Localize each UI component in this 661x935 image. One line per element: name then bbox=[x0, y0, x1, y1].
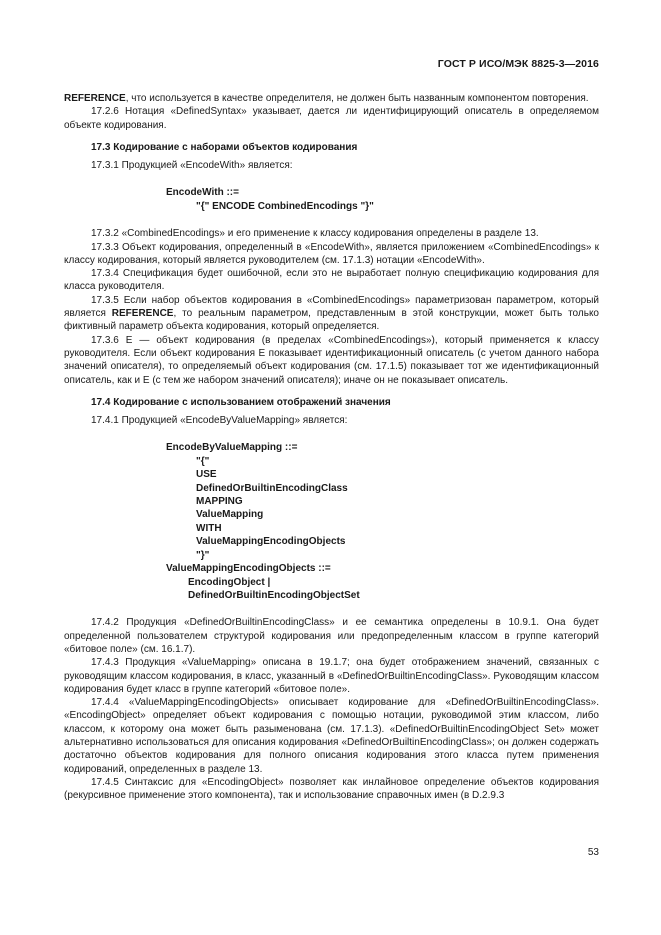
section-heading-17-3: 17.3 Кодирование с наборами объектов кодирования bbox=[91, 141, 358, 153]
code-line: ValueMappingEncodingObjects ::= bbox=[166, 563, 331, 575]
paragraph-17-3-6: 17.3.6 E — объект кодирования (в пределах «CombinedEncodings»), который применяется к классу руководителя. Если объект кодирования E показывает идентификационный описатель (с учетом данного набора значений описателя), то определяемый объект кодирования (см. 17.1.5) показывает тот же идентификационный описатель, как и E (с тем же набором значений описателя); иначе он не показывает описатель. bbox=[64, 334, 599, 386]
paragraph-17-3-3: 17.3.3 Объект кодирования, определенный в «EncodeWith», является приложением «CombinedEncodings» к классу кодирования, который является руководителем (см. 17.1.3) нотации «EncodeWith». bbox=[64, 241, 599, 266]
paragraph-17-3-5 bbox=[64, 294, 599, 334]
section-heading-17-4: 17.4 Кодирование с использованием отображений значения bbox=[91, 396, 391, 408]
code-line: ValueMappingEncodingObjects bbox=[196, 536, 346, 548]
code-line: "{" bbox=[196, 455, 210, 467]
code-line: DefinedOrBuiltinEncodingClass bbox=[196, 482, 348, 494]
code-line: "}" bbox=[196, 549, 210, 561]
paragraph-17-3-2: 17.3.2 «CombinedEncodings» и его применение к классу кодирования определены в разделе 13. bbox=[91, 228, 539, 240]
code-line: EncodeByValueMapping ::= bbox=[166, 442, 298, 454]
code-line: MAPPING bbox=[196, 496, 243, 508]
keyword-reference: REFERENCE bbox=[111, 308, 174, 320]
code-line: "{" ENCODE CombinedEncodings "}" bbox=[196, 200, 374, 212]
code-line: ValueMapping bbox=[196, 509, 264, 521]
page-number: 53 bbox=[587, 847, 599, 858]
paragraph-continuation bbox=[64, 92, 599, 105]
paragraph-17-4-5: 17.4.5 Синтаксис для «EncodingObject» позволяет как инлайновое определение объектов кодирования (рекурсивное применение этого компонента), так и использование справочных имен (в D.2.9.3 bbox=[64, 776, 599, 802]
paragraph-17-2-6: 17.2.6 Нотация «DefinedSyntax» указывает, дается ли идентифицирующий описатель в определяемом объекте кодирования. bbox=[64, 106, 599, 131]
paragraph-text: , что используется в качестве определителя, не должен быть названным компонентом повторения. bbox=[125, 93, 589, 104]
paragraph-17-3-4: 17.3.4 Спецификация будет ошибочной, если это не выработает полную спецификацию кодирования для класса руководителя. bbox=[64, 268, 599, 293]
paragraph-text: , то реальным параметром, представленным в этой конструкции, может быть только фиктивный параметр объекта кодирования, который определяется. bbox=[64, 308, 599, 333]
code-line: WITH bbox=[196, 522, 222, 534]
code-line: DefinedOrBuiltinEncodingObjectSet bbox=[188, 589, 360, 601]
paragraph-17-4-1: 17.4.1 Продукцией «EncodeByValueMapping» является: bbox=[91, 415, 348, 427]
code-line: EncodingObject | bbox=[188, 576, 271, 588]
code-line: USE bbox=[196, 469, 217, 481]
paragraph-17-4-3: 17.4.3 Продукция «ValueMapping» описана в 19.1.7; она будет отображением значений, связанных с руководящим классом кодирования, в класс, указанный в «DefinedOrBuiltinEncodingClass». Руководящим классом кодирования будет класс в группе категорий «битовое поле». bbox=[64, 657, 599, 695]
document-body bbox=[64, 92, 599, 802]
paragraph-17-4-2: 17.4.2 Продукция «DefinedOrBuiltinEncodingClass» и ее семантика определены в 10.9.1. Она будет определенной пользователем структурой кодирования или предопределенным классом в группе категорий «битовое поле» (см. 16.1.7). bbox=[64, 617, 599, 655]
paragraph-text: 17.3.5 Если набор объектов кодирования в «CombinedEncodings» параметризован параметром, который является bbox=[64, 294, 599, 320]
running-header: ГОСТ Р ИСО/МЭК 8825-3—2016 bbox=[437, 58, 599, 70]
paragraph-17-3-1: 17.3.1 Продукцией «EncodeWith» является: bbox=[91, 160, 293, 172]
code-line: EncodeWith ::= bbox=[166, 187, 239, 199]
paragraph-17-4-4: 17.4.4 «ValueMappingEncodingObjects» описывает кодирование для «DefinedOrBuiltinEncodingClass». «EncodingObject» определяет объект кодирования с помощью нотации, руководимой этим классом, либо классом, к которому она может быть разыменована (см. 17.1.3). «DefinedOrBuiltinEncodingObject Set» может альтернативно использоваться для описания кодирования «DefinedOrBuiltinEncodingClass»; он должен содержать достаточно объектов кодирования для полного описания кодирования этого класса путем применения кодирований, определенных в разделе 13. bbox=[64, 697, 599, 775]
keyword-reference: REFERENCE bbox=[64, 93, 126, 104]
